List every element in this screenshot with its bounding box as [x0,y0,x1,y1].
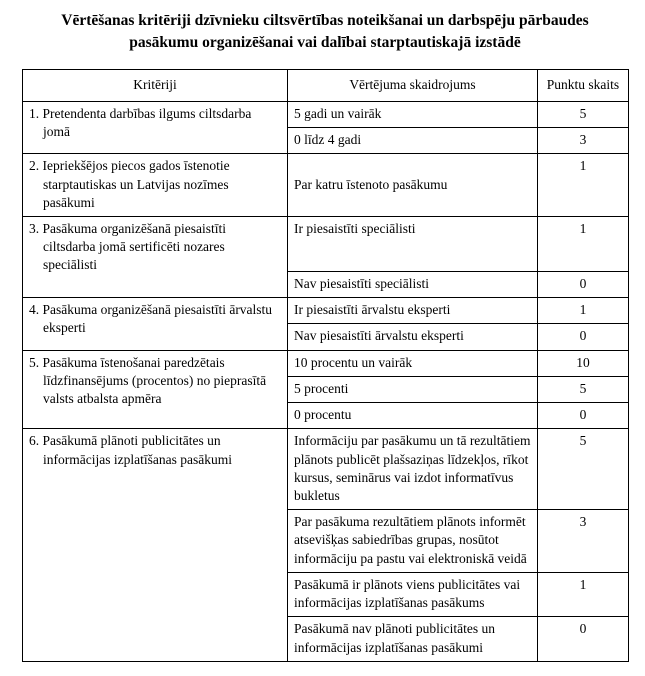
explanation-cell: Nav piesaistīti speciālisti [288,272,538,298]
points-cell: 3 [538,510,629,573]
explanation-cell: Par katru īstenoto pasākumu [288,154,538,217]
explanation-cell: Par pasākuma rezultātiem plānots informēt atsevišķas sabiedrības grupas, nosūtot informāciju pa pastu vai elektroniskā veidā [288,510,538,573]
table-header-row [23,69,629,101]
page-title: Vērtēšanas kritēriji dzīvnieku ciltsvērtības noteikšanai un darbspēju pārbaudes pasākumu organizēšanai vai dalībai starptautiskajā izstādē [61,12,589,52]
criteria-cell [23,217,288,298]
header-criteria: Kritēriji [23,69,288,101]
table-row [23,154,629,217]
criteria-text: 1. Pretendenta darbības ilgums ciltsdarba jomā [29,105,252,140]
criteria-cell [23,429,288,661]
criteria-text: 6. Pasākumā plānoti publicitātes un informācijas izplatīšanas pasākumi [29,433,232,467]
criteria-cell [23,350,288,429]
explanation-cell: 0 līdz 4 gadi [288,128,538,154]
points-cell: 1 [538,217,629,272]
criteria-text: 5. Pasākuma īstenošanai paredzētais līdzfinansējums (procentos) no pieprasītā valsts atbalsta apmēra [29,354,267,407]
points-cell: 0 [538,403,629,429]
table-row [23,429,629,510]
header-points: Punktu skaits [538,69,629,101]
explanation-cell: Pasākumā nav plānoti publicitātes un informācijas izplatīšanas pasākumi [288,617,538,661]
criteria-text: 4. Pasākuma organizēšanā piesaistīti ārvalstu eksperti [29,302,273,336]
points-cell: 3 [538,128,629,154]
table-row [23,350,629,376]
explanation-cell: 0 procentu [288,403,538,429]
points-cell: 5 [538,376,629,402]
criteria-cell [23,154,288,217]
header-explanation: Vērtējuma skaidrojums [288,69,538,101]
criteria-table [22,69,629,662]
criteria-cell [23,298,288,350]
points-cell: 1 [538,154,629,217]
explanation-cell: 10 procentu un vairāk [288,350,538,376]
explanation-cell: 5 gadi un vairāk [288,101,538,127]
table-row [23,217,629,272]
points-cell: 1 [538,572,629,616]
explanation-cell: Ir piesaistīti ārvalstu eksperti [288,298,538,324]
explanation-cell: 5 procenti [288,376,538,402]
criteria-cell [23,101,288,153]
points-cell: 5 [538,429,629,510]
criteria-text: 2. Iepriekšējos piecos gados īstenotie starptautiskas un Latvijas nozīmes pasākumi [29,158,230,210]
criteria-text: 3. Pasākuma organizēšanā piesaistīti ciltsdarba jomā sertificēti nozares speciālisti [29,221,226,273]
points-cell: 0 [538,272,629,298]
explanation-cell: Pasākumā ir plānots viens publicitātes vai informācijas izplatīšanas pasākums [288,572,538,616]
explanation-cell: Ir piesaistīti speciālisti [288,217,538,272]
points-cell: 5 [538,101,629,127]
table-row [23,298,629,324]
points-cell: 1 [538,298,629,324]
explanation-cell: Informāciju par pasākumu un tā rezultātiem plānots publicēt plašsaziņas līdzekļos, rīkot kursus, seminārus vai izdot informatīvus bukletus [288,429,538,510]
explanation-cell: Nav piesaistīti ārvalstu eksperti [288,324,538,350]
table-row [23,101,629,127]
points-cell: 10 [538,350,629,376]
points-cell: 0 [538,324,629,350]
points-cell: 0 [538,617,629,661]
